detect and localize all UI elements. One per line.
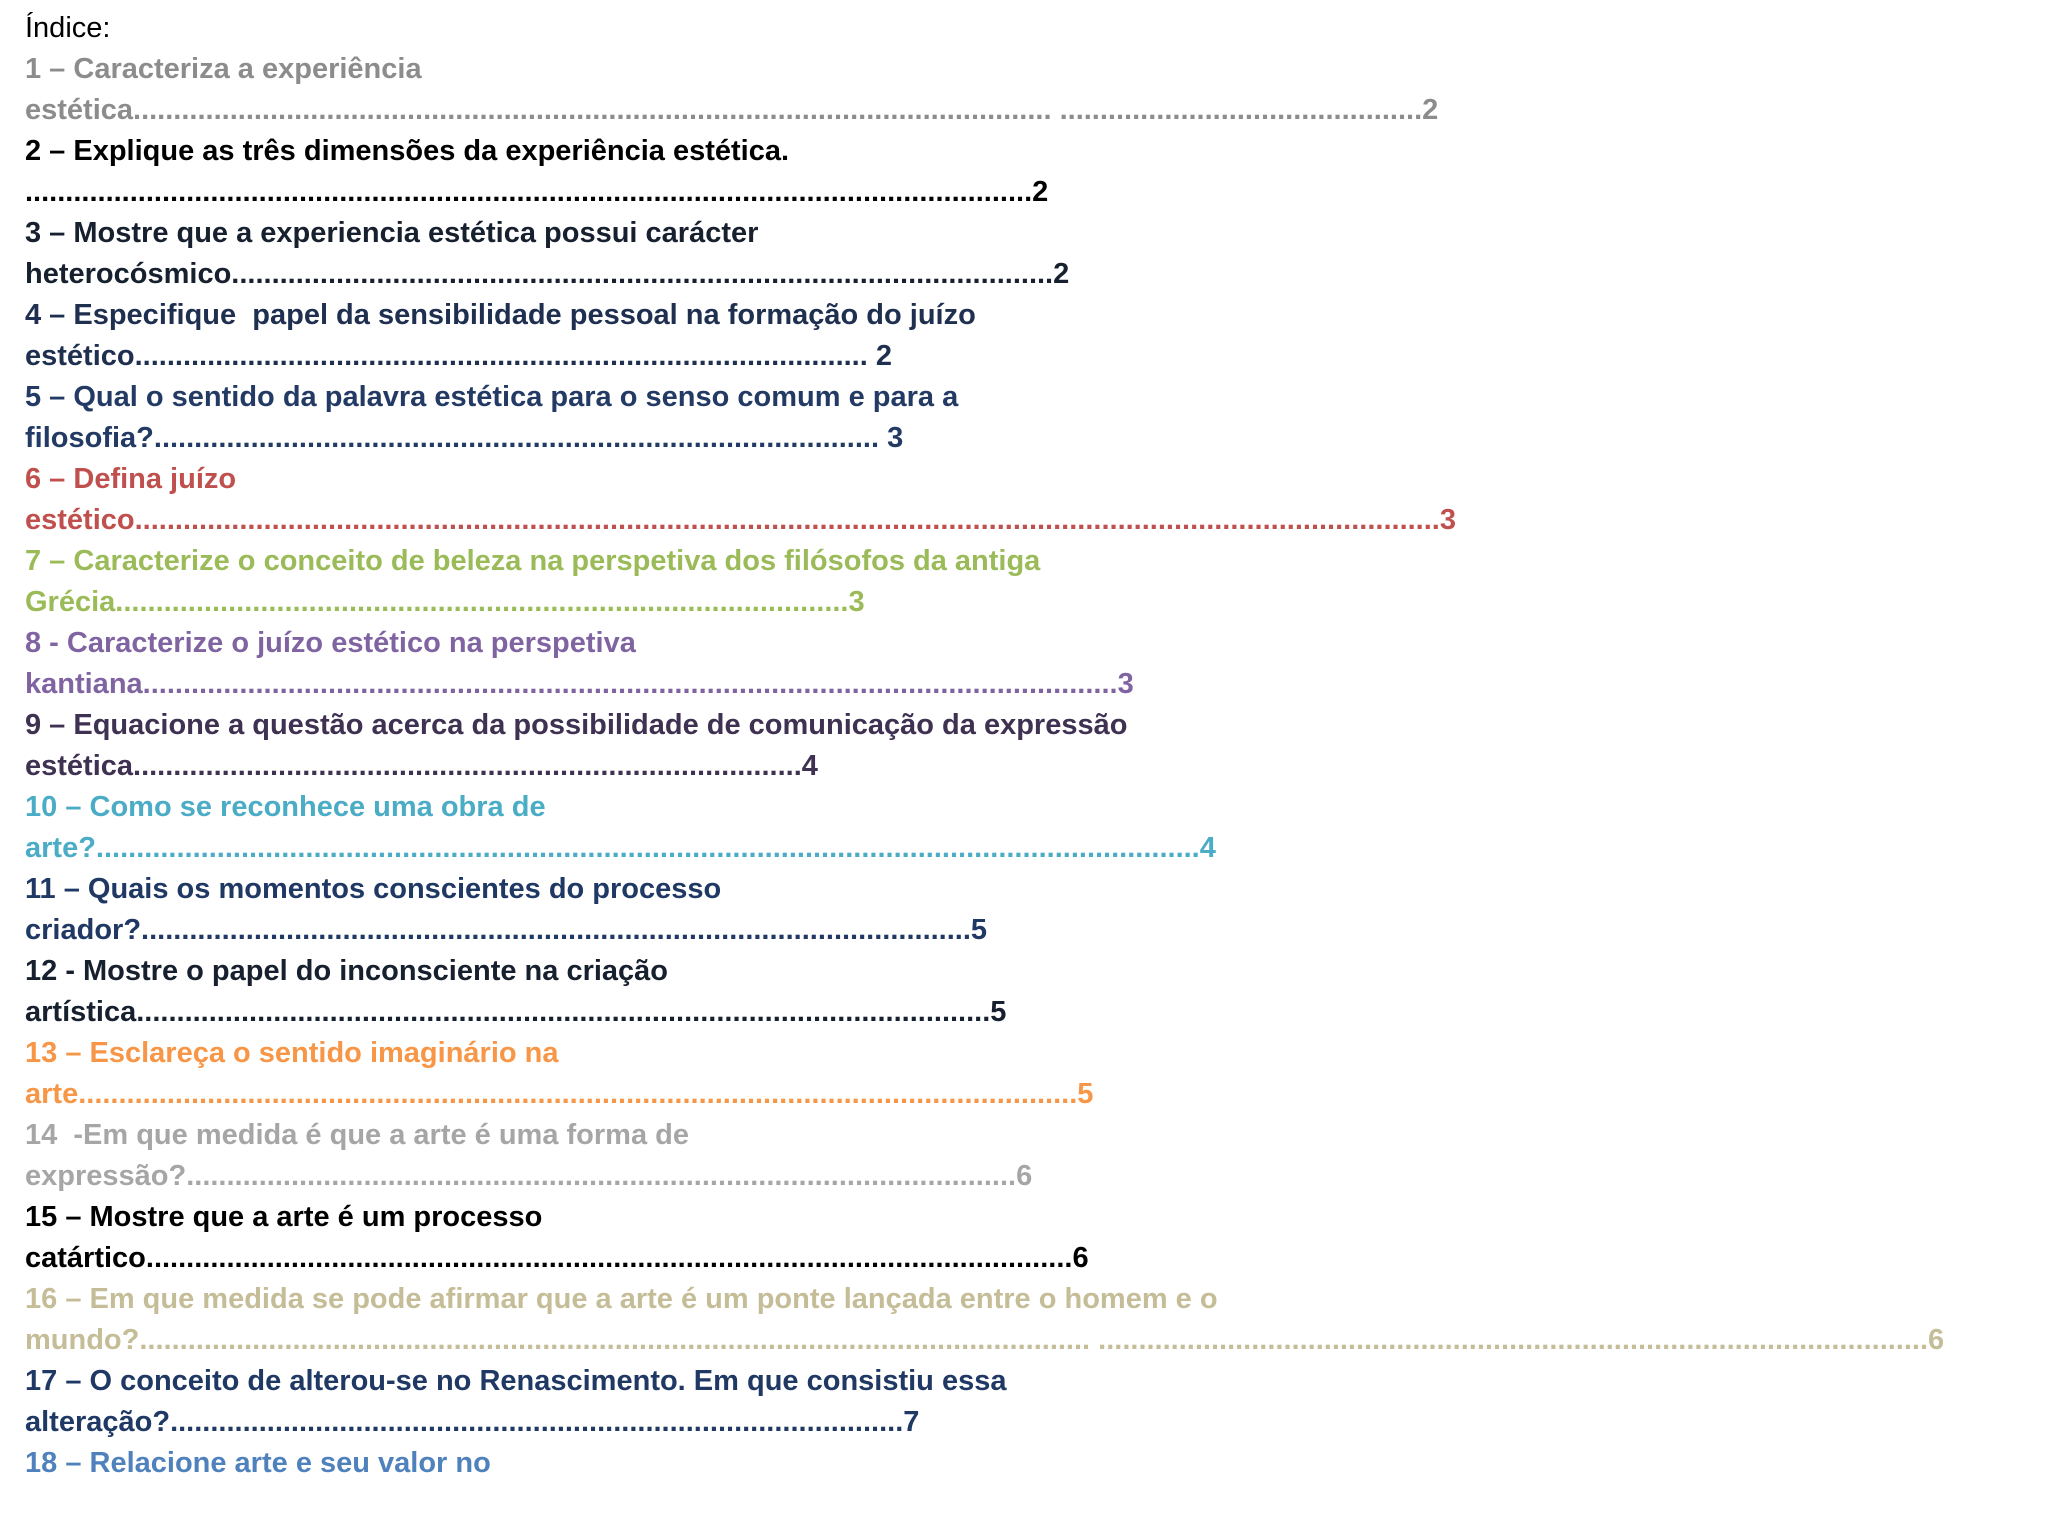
toc-entry-title: 7 – Caracterize o conceito de beleza na perspetiva dos filósofos da antiga [25, 545, 1041, 577]
toc-entry [25, 1279, 2040, 1361]
toc-entry-leader: artística..........................................................................................................5 [25, 996, 1007, 1028]
toc-entry [25, 1197, 2040, 1279]
table-of-contents [25, 8, 2040, 1484]
toc-entry-title: 15 – Mostre que a arte é um processo [25, 1201, 543, 1233]
toc-entry [25, 787, 2040, 869]
toc-entry-leader: mundo?...................................................................................................................... .......................................................................................................6 [25, 1324, 1945, 1356]
toc-entry [25, 1361, 2040, 1443]
toc-entry-leader: heterocósmico......................................................................................................2 [25, 258, 1070, 290]
toc-entry-title: 1 – Caracteriza a experiência [25, 53, 422, 85]
toc-entry [25, 623, 2040, 705]
toc-entry-title: 3 – Mostre que a experiencia estética possui carácter [25, 217, 759, 249]
toc-entry [25, 705, 2040, 787]
toc-entry-leader: estética...................................................................................4 [25, 750, 818, 782]
toc-entry-leader: .............................................................................................................................2 [25, 176, 1049, 208]
toc-entry-title: 16 – Em que medida se pode afirmar que a arte é um ponte lançada entre o homem e o [25, 1283, 1218, 1315]
toc-entry-title: 12 - Mostre o papel do inconsciente na criação [25, 955, 669, 987]
toc-entry-leader: catártico...................................................................................................................6 [25, 1242, 1089, 1274]
toc-entry [25, 213, 2040, 295]
toc-entry-title: 10 – Como se reconhece uma obra de [25, 791, 546, 823]
toc-entry-leader: arte............................................................................................................................5 [25, 1078, 1094, 1110]
toc-entry-title: 8 - Caracterize o juízo estético na perspetiva [25, 627, 636, 659]
toc-entry [25, 377, 2040, 459]
toc-entry-leader: expressão?.......................................................................................................6 [25, 1160, 1033, 1192]
toc-entry-leader: estético..................................................................................................................................................................3 [25, 504, 1456, 536]
toc-entry-leader: alteração?...........................................................................................7 [25, 1406, 920, 1438]
toc-entry-leader: Grécia...........................................................................................3 [25, 586, 865, 618]
toc-entry-title: 17 – O conceito de alterou-se no Renascimento. Em que consistiu essa [25, 1365, 1007, 1397]
toc-entry [25, 1443, 2040, 1484]
toc-entry-leader: criador?.......................................................................................................5 [25, 914, 988, 946]
toc-entry-title: 18 – Relacione arte e seu valor no [25, 1447, 491, 1479]
toc-entry [25, 541, 2040, 623]
toc-entry [25, 295, 2040, 377]
toc-entry [25, 1115, 2040, 1197]
toc-entry-leader: filosofia?.......................................................................................... 3 [25, 422, 904, 454]
toc-entry-leader: estética.................................................................................................................. .............................................2 [25, 94, 1439, 126]
toc-entry-title: 2 – Explique as três dimensões da experiência estética. [25, 135, 790, 167]
toc-entry-title: 5 – Qual o sentido da palavra estética para o senso comum e para a [25, 381, 959, 413]
toc-entry [25, 49, 2040, 131]
toc-entry-leader: kantiana.........................................................................................................................3 [25, 668, 1134, 700]
toc-entry [25, 1033, 2040, 1115]
toc-entry-title: 14 -Em que medida é que a arte é uma forma de [25, 1119, 689, 1151]
toc-entry [25, 131, 2040, 213]
toc-entry-title: 9 – Equacione a questão acerca da possibilidade de comunicação da expressão [25, 709, 1128, 741]
toc-entry-title: 13 – Esclareça o sentido imaginário na [25, 1037, 559, 1069]
toc-entry-title: 6 – Defina juízo [25, 463, 237, 495]
toc-heading: Índice: [25, 12, 111, 44]
toc-entry-title: 11 – Quais os momentos conscientes do processo [25, 873, 722, 905]
toc-entry-title: 4 – Especifique papel da sensibilidade pessoal na formação do juízo [25, 299, 976, 331]
toc-entry [25, 459, 2040, 541]
toc-entry [25, 869, 2040, 951]
toc-entry [25, 951, 2040, 1033]
toc-entries [25, 49, 2040, 1484]
toc-entry-leader: arte?.........................................................................................................................................4 [25, 832, 1216, 864]
toc-entry-leader: estético........................................................................................... 2 [25, 340, 892, 372]
